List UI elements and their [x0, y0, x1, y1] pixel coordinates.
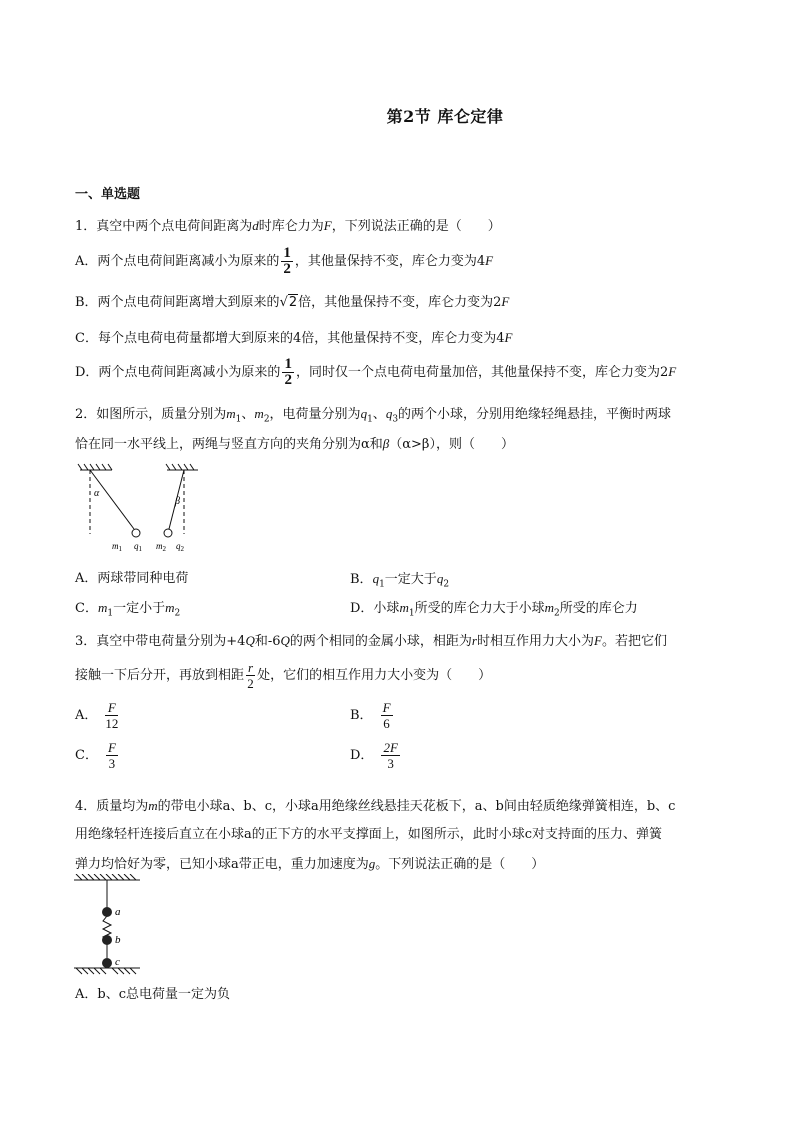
question-2-stem-line1: 2．如图所示，质量分别为$m_1$、$m_2$，电荷量分别为$q_1$、$q_3$的两个小球，分别用绝缘轻绳悬挂，平衡时两球: [75, 406, 672, 425]
question-3-stem-line2: 接触一下后分开，再放到相距 $\frac{r}{2}$ 处，它们的相互作用力大小变为（ ）: [75, 660, 492, 691]
question-3-option-a[interactable]: A． $\frac{F}{12}$: [75, 700, 119, 731]
question-3-stem-line1: 3．真空中带电荷量分别为+4Q和-6Q的两个相同的金属小球，相距为r时相互作用力大小为F。若把它们: [75, 633, 667, 649]
question-4-stem-line3: 弹力均恰好为零，已知小球a带正电，重力加速度为g。下列说法正确的是（ ）: [75, 856, 545, 872]
question-1-option-b[interactable]: B．两个点电荷间距离增大到原来的√2倍，其他量保持不变，库仑力变为2F: [75, 294, 510, 310]
question-1-option-c[interactable]: C．每个点电荷电荷量都增大到原来的4倍，其他量保持不变，库仑力变为4F: [75, 330, 513, 346]
question-1-option-d[interactable]: D．两个点电荷间距离减小为原来的 $\frac{1}{2}$ ，同时仅一个点电荷电荷量加倍，其他量保持不变，库仑力变为2F: [75, 356, 677, 388]
question-3-option-b[interactable]: B． $\frac{F}{6}$: [350, 700, 391, 731]
fraction: $\frac{r}{2}$: [247, 660, 254, 691]
q2-label: $q_2$: [176, 541, 184, 553]
question-2-stem-line2: 恰在同一水平线上，两绳与竖直方向的夹角分别为α和β（α>β），则（ ）: [75, 436, 514, 452]
q1-label: $q_1$: [134, 541, 142, 553]
fraction: $\frac{1}{2}$: [283, 245, 291, 277]
question-1-stem: 1．真空中两个点电荷间距离为d时库仑力为F，下列说法正确的是（ ）: [75, 218, 501, 234]
fraction: $\frac{1}{2}$: [284, 356, 292, 388]
ball-b-label: b: [115, 934, 121, 946]
page-title: 第2节 库仑定律: [386, 107, 504, 126]
question-4-option-a[interactable]: A．b、c总电荷量一定为负: [75, 987, 230, 1002]
question-2-option-b[interactable]: B．$q_1$一定大于$q_2$: [350, 571, 450, 590]
question-2-option-d[interactable]: D．小球$m_1$所受的库仑力大于小球$m_2$所受的库仑力: [350, 600, 638, 619]
question-3-option-d[interactable]: D． $\frac{2F}{3}$: [350, 740, 398, 771]
question-4-stem-line1: 4．质量均为m的带电小球a、b、c，小球a用绝缘丝线悬挂天花板下，a、b间由轻质绝缘弹簧相连，b、c: [75, 798, 676, 814]
m2-label: $m_2$: [156, 541, 166, 553]
question-4-stem-line2: 用绝缘轻杆连接后直立在小球a的正下方的水平支撑面上，如图所示，此时小球c对支持面的压力、弹簧: [75, 827, 663, 842]
sqrt-symbol: √2: [279, 295, 298, 310]
question-1-option-a[interactable]: A．两个点电荷间距离减小为原来的 $\frac{1}{2}$ ，其他量保持不变，库仑力变为4F: [75, 245, 494, 277]
spring-figure: [72, 874, 152, 978]
beta-label: β: [175, 496, 180, 507]
pendulum-figure: [72, 462, 202, 558]
m1-label: $m_1$: [112, 541, 122, 553]
ball-a-label: a: [115, 906, 121, 918]
question-3-option-c[interactable]: C． $\frac{F}{3}$: [75, 740, 116, 771]
question-2-option-c[interactable]: C．$m_1$一定小于$m_2$: [75, 600, 181, 619]
alpha-label: α: [94, 488, 100, 499]
ball-c-label: c: [115, 956, 120, 968]
question-2-option-a[interactable]: A．两球带同种电荷: [75, 571, 189, 586]
section-heading: 一、单选题: [75, 187, 141, 202]
